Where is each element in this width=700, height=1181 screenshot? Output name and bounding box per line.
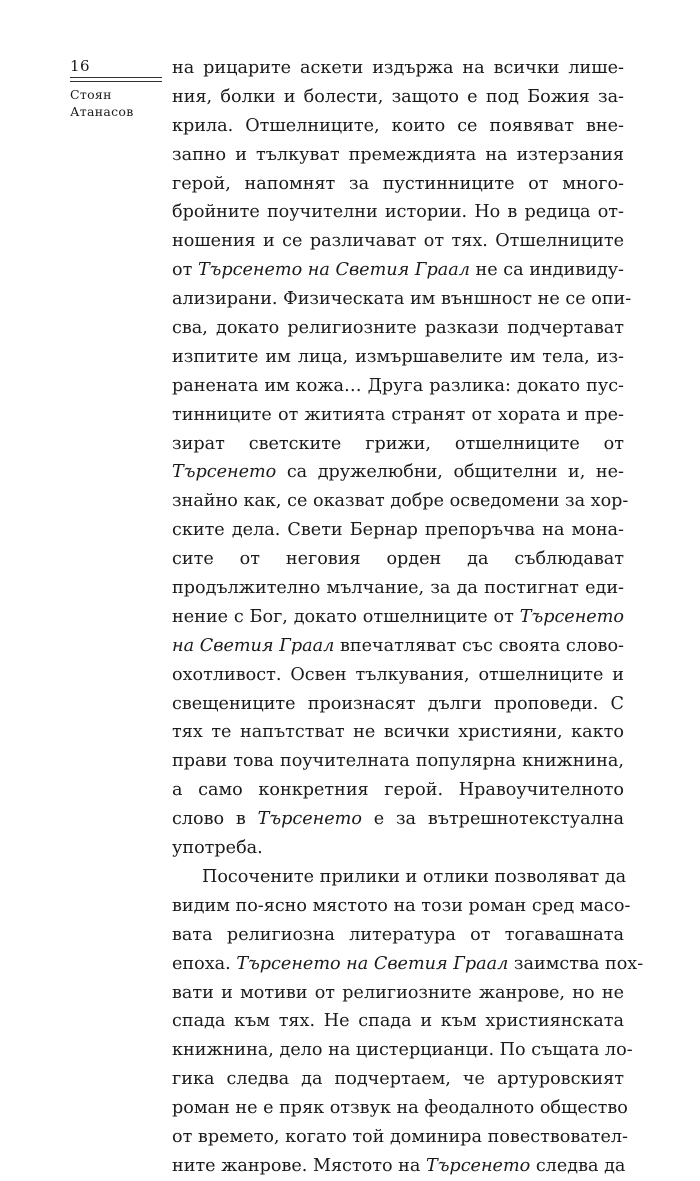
text-run: роман не е пряк отзвук на феодалното общество: [172, 1098, 628, 1119]
text-run: видим по-ясно мястото на този роман сред масо-: [172, 895, 631, 916]
italic-title: Търсенето: [257, 809, 362, 830]
text-run: ските дела. Свети Бернар препоръчва на мона-: [172, 520, 624, 541]
text-run: ранената им кожа… Друга разлика: докато пус-: [172, 375, 624, 396]
text-line: [172, 921, 624, 950]
text-run: гика следва да подчертаем, че артуровският: [172, 1069, 624, 1090]
text-line: [172, 1036, 633, 1065]
paragraph: [172, 54, 632, 863]
text-run: заимства пох-: [508, 953, 644, 974]
text-run: ализирани. Физическата им външност не се опи-: [172, 289, 632, 310]
text-line: [172, 516, 624, 545]
text-run: сва, докато религиозните разкази подчертават: [172, 318, 624, 339]
text-line: [172, 690, 624, 719]
text-line: [172, 632, 624, 661]
text-run: свещениците произнасят дълги проповеди. С: [172, 693, 624, 714]
author-last-name: Атанасов: [70, 104, 134, 119]
text-run: ношения и се различават от тях. Отшелниците: [172, 231, 624, 252]
text-run: Посочените прилики и отлики позволяват да: [202, 866, 627, 887]
running-head: [70, 56, 162, 120]
italic-title: Търсенето на Светия Граал: [236, 953, 509, 974]
text-line: [172, 1094, 628, 1123]
text-line: [172, 661, 624, 690]
text-run: слово в: [172, 809, 258, 830]
text-line: [172, 805, 624, 834]
text-line: [172, 314, 624, 343]
text-run: от времето, когато той доминира повествовател-: [172, 1126, 628, 1147]
text-line: [172, 227, 624, 256]
text-run: изпитите им лица, измършавелите им тела, из-: [172, 346, 624, 367]
text-line: [172, 141, 624, 170]
paragraph: [172, 863, 644, 1181]
text-run: е за вътрешнотекстуална: [361, 809, 624, 830]
text-line: [172, 401, 624, 430]
text-line: [172, 372, 624, 401]
italic-title: Търсенето: [425, 1155, 531, 1176]
text-line: [172, 1123, 628, 1152]
author-name: [70, 86, 162, 120]
text-line: [172, 718, 624, 747]
text-line: [172, 834, 624, 863]
text-run: не са индивиду-: [469, 260, 625, 281]
text-run: сите от неговия орден да съблюдават: [172, 549, 624, 570]
page-number: 16: [70, 57, 91, 75]
text-run: употреба.: [172, 838, 263, 859]
text-run: ния, болки и болести, защото е под Божия за-: [172, 86, 624, 107]
text-run: герой, напомнят за пустинниците от много-: [172, 173, 624, 194]
text-line: [172, 747, 624, 776]
text-run: запно и тълкуват премеждията на изтерзания: [172, 144, 624, 165]
text-line: [172, 487, 629, 516]
text-run: крила. Отшелниците, които се появяват вне-: [172, 115, 624, 136]
text-run: продължително мълчание, за да постигнат еди-: [172, 578, 624, 599]
text-line: [172, 1007, 624, 1036]
text-line: [172, 343, 624, 372]
text-run: на рицарите аскети издържа на всички лише-: [172, 58, 624, 78]
italic-title: Търсенето: [172, 462, 277, 483]
italic-title: Търсенето на Светия Граал: [197, 260, 470, 281]
author-first-name: Стоян: [70, 87, 112, 102]
text-run: епоха.: [172, 953, 237, 974]
text-run: знайно как, се оказват добре осведомени за хор-: [172, 491, 629, 512]
text-line: [172, 603, 624, 632]
text-run: тях те напътстват не всички християни, както: [172, 722, 624, 743]
text-run: от: [172, 260, 198, 281]
text-run: а само конкретния герой. Нравоучителното: [172, 780, 624, 801]
text-run: са дружелюбни, общителни и, не-: [276, 462, 624, 483]
text-line: [172, 545, 624, 574]
text-line: [172, 112, 624, 141]
text-line: [172, 430, 624, 459]
body-text: [172, 54, 644, 1181]
text-run: зират светските грижи, отшелниците от: [172, 433, 624, 454]
text-line: [172, 83, 624, 112]
text-line: [172, 54, 624, 83]
text-line: [172, 863, 627, 892]
text-run: впечатляват със своята слово-: [334, 635, 625, 656]
header-double-rule: [70, 77, 162, 82]
text-run: нение с Бог, докато отшелниците от: [172, 606, 520, 627]
text-line: [172, 1065, 624, 1094]
text-line: [172, 892, 631, 921]
text-run: следва да: [530, 1155, 626, 1176]
text-run: вата религиозна литература от тогавашната: [172, 924, 624, 945]
text-line: [172, 574, 624, 603]
text-line: [172, 285, 632, 314]
text-run: бройните поучителни истории. Но в редица от-: [172, 202, 624, 223]
text-line: [172, 950, 644, 979]
text-run: тинниците от житията странят от хората и пре-: [172, 404, 624, 425]
text-line: [172, 256, 624, 285]
italic-title: Търсенето: [519, 606, 624, 627]
text-run: ните жанрове. Мястото на: [172, 1155, 426, 1176]
text-run: вати и мотиви от религиозните жанрове, но не: [172, 982, 624, 1003]
text-run: прави това поучителната популярна книжнина,: [172, 751, 624, 772]
italic-title: на Светия Граал: [172, 635, 335, 656]
text-run: охотливост. Освен тълкувания, отшелниците и: [172, 664, 624, 685]
text-line: [172, 1152, 624, 1181]
text-run: спада към тях. Не спада и към християнската: [172, 1011, 624, 1032]
text-line: [172, 979, 624, 1008]
text-line: [172, 198, 624, 227]
text-line: [172, 776, 624, 805]
text-line: [172, 458, 624, 487]
text-line: [172, 170, 624, 199]
text-run: книжнина, дело на цистерцианци. По същата ло-: [172, 1040, 633, 1061]
